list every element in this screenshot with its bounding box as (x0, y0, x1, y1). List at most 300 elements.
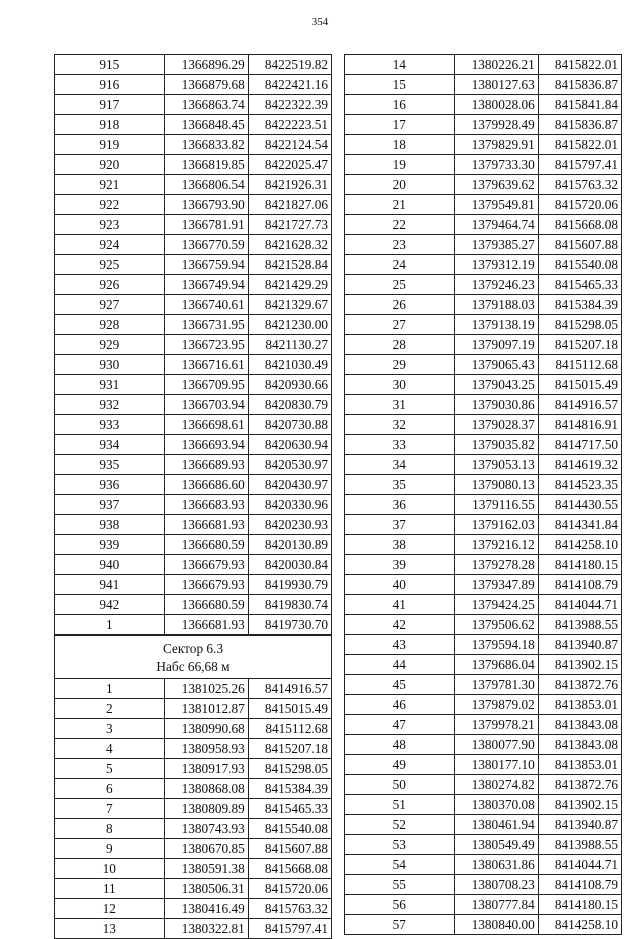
table-row (55, 135, 332, 155)
y-coordinate: 8414258.10 (538, 535, 621, 555)
x-coordinate: 1366863.74 (164, 95, 248, 115)
y-coordinate: 8414108.79 (538, 875, 621, 895)
point-number: 46 (345, 695, 455, 715)
x-coordinate: 1380549.49 (454, 835, 538, 855)
point-number: 52 (345, 815, 455, 835)
point-number: 11 (55, 879, 165, 899)
x-coordinate: 1381012.87 (164, 699, 248, 719)
y-coordinate: 8421827.06 (248, 195, 331, 215)
table-row (345, 135, 622, 155)
table-row (345, 735, 622, 755)
x-coordinate: 1366819.85 (164, 155, 248, 175)
y-coordinate: 8415763.32 (248, 899, 331, 919)
y-coordinate: 8415822.01 (538, 55, 621, 75)
point-number: 925 (55, 255, 165, 275)
table-row (55, 759, 332, 779)
x-coordinate: 1380990.68 (164, 719, 248, 739)
page-number: 354 (311, 16, 329, 28)
y-coordinate: 8415207.18 (538, 335, 621, 355)
y-coordinate: 8421429.29 (248, 275, 331, 295)
x-coordinate: 1380591.38 (164, 859, 248, 879)
y-coordinate: 8415465.33 (248, 799, 331, 819)
y-coordinate: 8415540.08 (248, 819, 331, 839)
point-number: 37 (345, 515, 455, 535)
table-row (345, 895, 622, 915)
table-row (345, 155, 622, 175)
x-coordinate: 1379080.13 (454, 475, 538, 495)
table-row (345, 415, 622, 435)
y-coordinate: 8415465.33 (538, 275, 621, 295)
y-coordinate: 8421329.67 (248, 295, 331, 315)
x-coordinate: 1366680.59 (164, 595, 248, 615)
table-row (55, 739, 332, 759)
y-coordinate: 8420430.97 (248, 475, 331, 495)
table-row (55, 535, 332, 555)
y-coordinate: 8421130.27 (248, 335, 331, 355)
x-coordinate: 1380127.63 (454, 75, 538, 95)
point-number: 13 (55, 919, 165, 939)
x-coordinate: 1379138.19 (454, 315, 538, 335)
point-number: 934 (55, 435, 165, 455)
table-row (345, 475, 622, 495)
point-number: 54 (345, 855, 455, 875)
table-row (345, 235, 622, 255)
table-row (55, 375, 332, 395)
x-coordinate: 1366681.93 (164, 515, 248, 535)
x-coordinate: 1366693.94 (164, 435, 248, 455)
point-number: 921 (55, 175, 165, 195)
point-number: 43 (345, 635, 455, 655)
table-row (345, 355, 622, 375)
x-coordinate: 1380461.94 (454, 815, 538, 835)
point-number: 32 (345, 415, 455, 435)
y-coordinate: 8415836.87 (538, 75, 621, 95)
x-coordinate: 1366689.93 (164, 455, 248, 475)
point-number: 48 (345, 735, 455, 755)
point-number: 36 (345, 495, 455, 515)
sector-header-body (55, 635, 332, 679)
x-coordinate: 1380506.31 (164, 879, 248, 899)
x-coordinate: 1366716.61 (164, 355, 248, 375)
point-number: 915 (55, 55, 165, 75)
sector-header (55, 635, 332, 679)
y-coordinate: 8413902.15 (538, 795, 621, 815)
x-coordinate: 1366848.45 (164, 115, 248, 135)
table-row (345, 795, 622, 815)
table-row (55, 235, 332, 255)
table-row (345, 195, 622, 215)
point-number: 40 (345, 575, 455, 595)
table-row (55, 859, 332, 879)
point-number: 12 (55, 899, 165, 919)
table-row (345, 455, 622, 475)
x-coordinate: 1379053.13 (454, 455, 538, 475)
x-coordinate: 1366680.59 (164, 535, 248, 555)
y-coordinate: 8420530.97 (248, 455, 331, 475)
point-number: 935 (55, 455, 165, 475)
point-number: 922 (55, 195, 165, 215)
table-row (345, 495, 622, 515)
x-coordinate: 1366749.94 (164, 275, 248, 295)
x-coordinate: 1366698.61 (164, 415, 248, 435)
table-row (345, 95, 622, 115)
x-coordinate: 1379028.37 (454, 415, 538, 435)
y-coordinate: 8415015.49 (248, 699, 331, 719)
left-table-bottom-body (55, 679, 332, 939)
y-coordinate: 8415720.06 (248, 879, 331, 899)
x-coordinate: 1380958.93 (164, 739, 248, 759)
table-row (55, 515, 332, 535)
table-row (345, 915, 622, 935)
table-row (345, 615, 622, 635)
point-number: 38 (345, 535, 455, 555)
x-coordinate: 1379162.03 (454, 515, 538, 535)
right-table-body (345, 55, 622, 935)
x-coordinate: 1366793.90 (164, 195, 248, 215)
table-row (345, 535, 622, 555)
point-number: 4 (55, 739, 165, 759)
y-coordinate: 8419930.79 (248, 575, 331, 595)
sector-title: Сектор 6.3 (162, 641, 224, 656)
y-coordinate: 8415384.39 (248, 779, 331, 799)
table-row (55, 175, 332, 195)
table-row (345, 555, 622, 575)
table-row (345, 715, 622, 735)
table-row (55, 799, 332, 819)
point-number: 26 (345, 295, 455, 315)
y-coordinate: 8422223.51 (248, 115, 331, 135)
x-coordinate: 1380840.00 (454, 915, 538, 935)
y-coordinate: 8422322.39 (248, 95, 331, 115)
point-number: 25 (345, 275, 455, 295)
x-coordinate: 1379928.49 (454, 115, 538, 135)
y-coordinate: 8421230.00 (248, 315, 331, 335)
x-coordinate: 1366879.68 (164, 75, 248, 95)
y-coordinate: 8422519.82 (248, 55, 331, 75)
table-row (55, 255, 332, 275)
point-number: 5 (55, 759, 165, 779)
table-row (55, 899, 332, 919)
table-row (55, 779, 332, 799)
y-coordinate: 8413853.01 (538, 755, 621, 775)
point-number: 29 (345, 355, 455, 375)
point-number: 7 (55, 799, 165, 819)
x-coordinate: 1366679.93 (164, 575, 248, 595)
point-number: 49 (345, 755, 455, 775)
y-coordinate: 8415607.88 (538, 235, 621, 255)
x-coordinate: 1379278.28 (454, 555, 538, 575)
table-row (55, 819, 332, 839)
point-number: 941 (55, 575, 165, 595)
point-number: 27 (345, 315, 455, 335)
x-coordinate: 1380868.08 (164, 779, 248, 799)
point-number: 933 (55, 415, 165, 435)
table-row (55, 75, 332, 95)
x-coordinate: 1379506.62 (454, 615, 538, 635)
point-number: 45 (345, 675, 455, 695)
x-coordinate: 1366709.95 (164, 375, 248, 395)
x-coordinate: 1380322.81 (164, 919, 248, 939)
point-number: 15 (345, 75, 455, 95)
coordinates-table-right (344, 54, 622, 935)
x-coordinate: 1379549.81 (454, 195, 538, 215)
point-number: 10 (55, 859, 165, 879)
y-coordinate: 8421926.31 (248, 175, 331, 195)
y-coordinate: 8415797.41 (538, 155, 621, 175)
table-row (55, 555, 332, 575)
point-number: 916 (55, 75, 165, 95)
y-coordinate: 8413940.87 (538, 635, 621, 655)
table-row (345, 75, 622, 95)
x-coordinate: 1379097.19 (454, 335, 538, 355)
point-number: 1 (55, 679, 165, 699)
table-row (345, 755, 622, 775)
y-coordinate: 8414258.10 (538, 915, 621, 935)
table-row (55, 495, 332, 515)
y-coordinate: 8421030.49 (248, 355, 331, 375)
point-number: 917 (55, 95, 165, 115)
y-coordinate: 8414717.50 (538, 435, 621, 455)
point-number: 919 (55, 135, 165, 155)
table-row (345, 815, 622, 835)
table-row (55, 699, 332, 719)
y-coordinate: 8415298.05 (538, 315, 621, 335)
x-coordinate: 1366731.95 (164, 315, 248, 335)
x-coordinate: 1379424.25 (454, 595, 538, 615)
point-number: 18 (345, 135, 455, 155)
y-coordinate: 8415540.08 (538, 255, 621, 275)
point-number: 924 (55, 235, 165, 255)
point-number: 920 (55, 155, 165, 175)
x-coordinate: 1380028.06 (454, 95, 538, 115)
x-coordinate: 1379781.30 (454, 675, 538, 695)
y-coordinate: 8415668.08 (538, 215, 621, 235)
x-coordinate: 1379464.74 (454, 215, 538, 235)
table-row (345, 435, 622, 455)
x-coordinate: 1379879.02 (454, 695, 538, 715)
table-row (55, 575, 332, 595)
x-coordinate: 1379116.55 (454, 495, 538, 515)
x-coordinate: 1379829.91 (454, 135, 538, 155)
point-number: 23 (345, 235, 455, 255)
y-coordinate: 8421727.73 (248, 215, 331, 235)
y-coordinate: 8415668.08 (248, 859, 331, 879)
y-coordinate: 8420030.84 (248, 555, 331, 575)
x-coordinate: 1379035.82 (454, 435, 538, 455)
point-number: 34 (345, 455, 455, 475)
y-coordinate: 8415607.88 (248, 839, 331, 859)
table-row (55, 839, 332, 859)
point-number: 937 (55, 495, 165, 515)
x-coordinate: 1379978.21 (454, 715, 538, 735)
table-row (345, 655, 622, 675)
table-row (345, 395, 622, 415)
point-number: 926 (55, 275, 165, 295)
point-number: 3 (55, 719, 165, 739)
table-row (55, 315, 332, 335)
table-row (55, 475, 332, 495)
table-row (345, 55, 622, 75)
table-row (345, 595, 622, 615)
y-coordinate: 8420930.66 (248, 375, 331, 395)
point-number: 20 (345, 175, 455, 195)
y-coordinate: 8415207.18 (248, 739, 331, 759)
table-row (55, 355, 332, 375)
table-row (55, 595, 332, 615)
table-row (55, 415, 332, 435)
y-coordinate: 8415384.39 (538, 295, 621, 315)
y-coordinate: 8414044.71 (538, 595, 621, 615)
x-coordinate: 1380177.10 (454, 755, 538, 775)
x-coordinate: 1380370.08 (454, 795, 538, 815)
table-row (345, 635, 622, 655)
y-coordinate: 8420830.79 (248, 395, 331, 415)
table-row (55, 395, 332, 415)
y-coordinate: 8414341.84 (538, 515, 621, 535)
point-number: 928 (55, 315, 165, 335)
point-number: 30 (345, 375, 455, 395)
table-row (345, 855, 622, 875)
y-coordinate: 8414816.91 (538, 415, 621, 435)
y-coordinate: 8413940.87 (538, 815, 621, 835)
point-number: 51 (345, 795, 455, 815)
point-number: 16 (345, 95, 455, 115)
x-coordinate: 1380226.21 (454, 55, 538, 75)
point-number: 39 (345, 555, 455, 575)
x-coordinate: 1380777.84 (454, 895, 538, 915)
x-coordinate: 1379686.04 (454, 655, 538, 675)
y-coordinate: 8422421.16 (248, 75, 331, 95)
point-number: 56 (345, 895, 455, 915)
y-coordinate: 8413988.55 (538, 835, 621, 855)
table-row (345, 375, 622, 395)
sector-subtitle: Набс 66,68 м (156, 659, 230, 674)
y-coordinate: 8415797.41 (248, 919, 331, 939)
x-coordinate: 1366806.54 (164, 175, 248, 195)
point-number: 50 (345, 775, 455, 795)
x-coordinate: 1379246.23 (454, 275, 538, 295)
table-row (55, 455, 332, 475)
table-row (55, 335, 332, 355)
table-row (345, 775, 622, 795)
table-row (55, 679, 332, 699)
point-number: 24 (345, 255, 455, 275)
table-row (55, 295, 332, 315)
x-coordinate: 1366683.93 (164, 495, 248, 515)
y-coordinate: 8414916.57 (248, 679, 331, 699)
y-coordinate: 8413988.55 (538, 615, 621, 635)
x-coordinate: 1366896.29 (164, 55, 248, 75)
x-coordinate: 1379188.03 (454, 295, 538, 315)
point-number: 31 (345, 395, 455, 415)
y-coordinate: 8420730.88 (248, 415, 331, 435)
point-number: 929 (55, 335, 165, 355)
y-coordinate: 8415298.05 (248, 759, 331, 779)
point-number: 44 (345, 655, 455, 675)
y-coordinate: 8415720.06 (538, 195, 621, 215)
table-row (55, 919, 332, 939)
table-row (345, 115, 622, 135)
x-coordinate: 1366686.60 (164, 475, 248, 495)
point-number: 930 (55, 355, 165, 375)
y-coordinate: 8415763.32 (538, 175, 621, 195)
point-number: 931 (55, 375, 165, 395)
x-coordinate: 1380809.89 (164, 799, 248, 819)
x-coordinate: 1379385.27 (454, 235, 538, 255)
y-coordinate: 8422025.47 (248, 155, 331, 175)
table-row (55, 155, 332, 175)
point-number: 918 (55, 115, 165, 135)
left-table-top-body (55, 55, 332, 636)
table-row (55, 215, 332, 235)
x-coordinate: 1379043.25 (454, 375, 538, 395)
point-number: 55 (345, 875, 455, 895)
table-row (345, 255, 622, 275)
x-coordinate: 1379347.89 (454, 575, 538, 595)
point-number: 42 (345, 615, 455, 635)
x-coordinate: 1366681.93 (164, 615, 248, 636)
x-coordinate: 1379594.18 (454, 635, 538, 655)
y-coordinate: 8415841.84 (538, 95, 621, 115)
x-coordinate: 1380708.23 (454, 875, 538, 895)
point-number: 927 (55, 295, 165, 315)
table-row (55, 879, 332, 899)
y-coordinate: 8422124.54 (248, 135, 331, 155)
point-number: 936 (55, 475, 165, 495)
point-number: 1 (55, 615, 165, 636)
point-number: 2 (55, 699, 165, 719)
point-number: 14 (345, 55, 455, 75)
point-number: 6 (55, 779, 165, 799)
table-row (345, 215, 622, 235)
y-coordinate: 8415112.68 (248, 719, 331, 739)
x-coordinate: 1380743.93 (164, 819, 248, 839)
x-coordinate: 1379065.43 (454, 355, 538, 375)
point-number: 35 (345, 475, 455, 495)
y-coordinate: 8415836.87 (538, 115, 621, 135)
table-row (55, 275, 332, 295)
point-number: 53 (345, 835, 455, 855)
table-row (345, 315, 622, 335)
table-row (55, 719, 332, 739)
point-number: 932 (55, 395, 165, 415)
table-row (345, 875, 622, 895)
x-coordinate: 1366679.93 (164, 555, 248, 575)
y-coordinate: 8414430.55 (538, 495, 621, 515)
point-number: 41 (345, 595, 455, 615)
x-coordinate: 1366770.59 (164, 235, 248, 255)
table-row (55, 115, 332, 135)
y-coordinate: 8413872.76 (538, 775, 621, 795)
y-coordinate: 8414108.79 (538, 575, 621, 595)
x-coordinate: 1380917.93 (164, 759, 248, 779)
y-coordinate: 8415015.49 (538, 375, 621, 395)
x-coordinate: 1381025.26 (164, 679, 248, 699)
x-coordinate: 1379639.62 (454, 175, 538, 195)
point-number: 942 (55, 595, 165, 615)
point-number: 21 (345, 195, 455, 215)
x-coordinate: 1366833.82 (164, 135, 248, 155)
coordinates-table-left (54, 54, 332, 939)
y-coordinate: 8420130.89 (248, 535, 331, 555)
table-row (345, 675, 622, 695)
table-row (345, 575, 622, 595)
x-coordinate: 1380274.82 (454, 775, 538, 795)
table-row (345, 295, 622, 315)
point-number: 33 (345, 435, 455, 455)
table-row (55, 615, 332, 636)
point-number: 28 (345, 335, 455, 355)
